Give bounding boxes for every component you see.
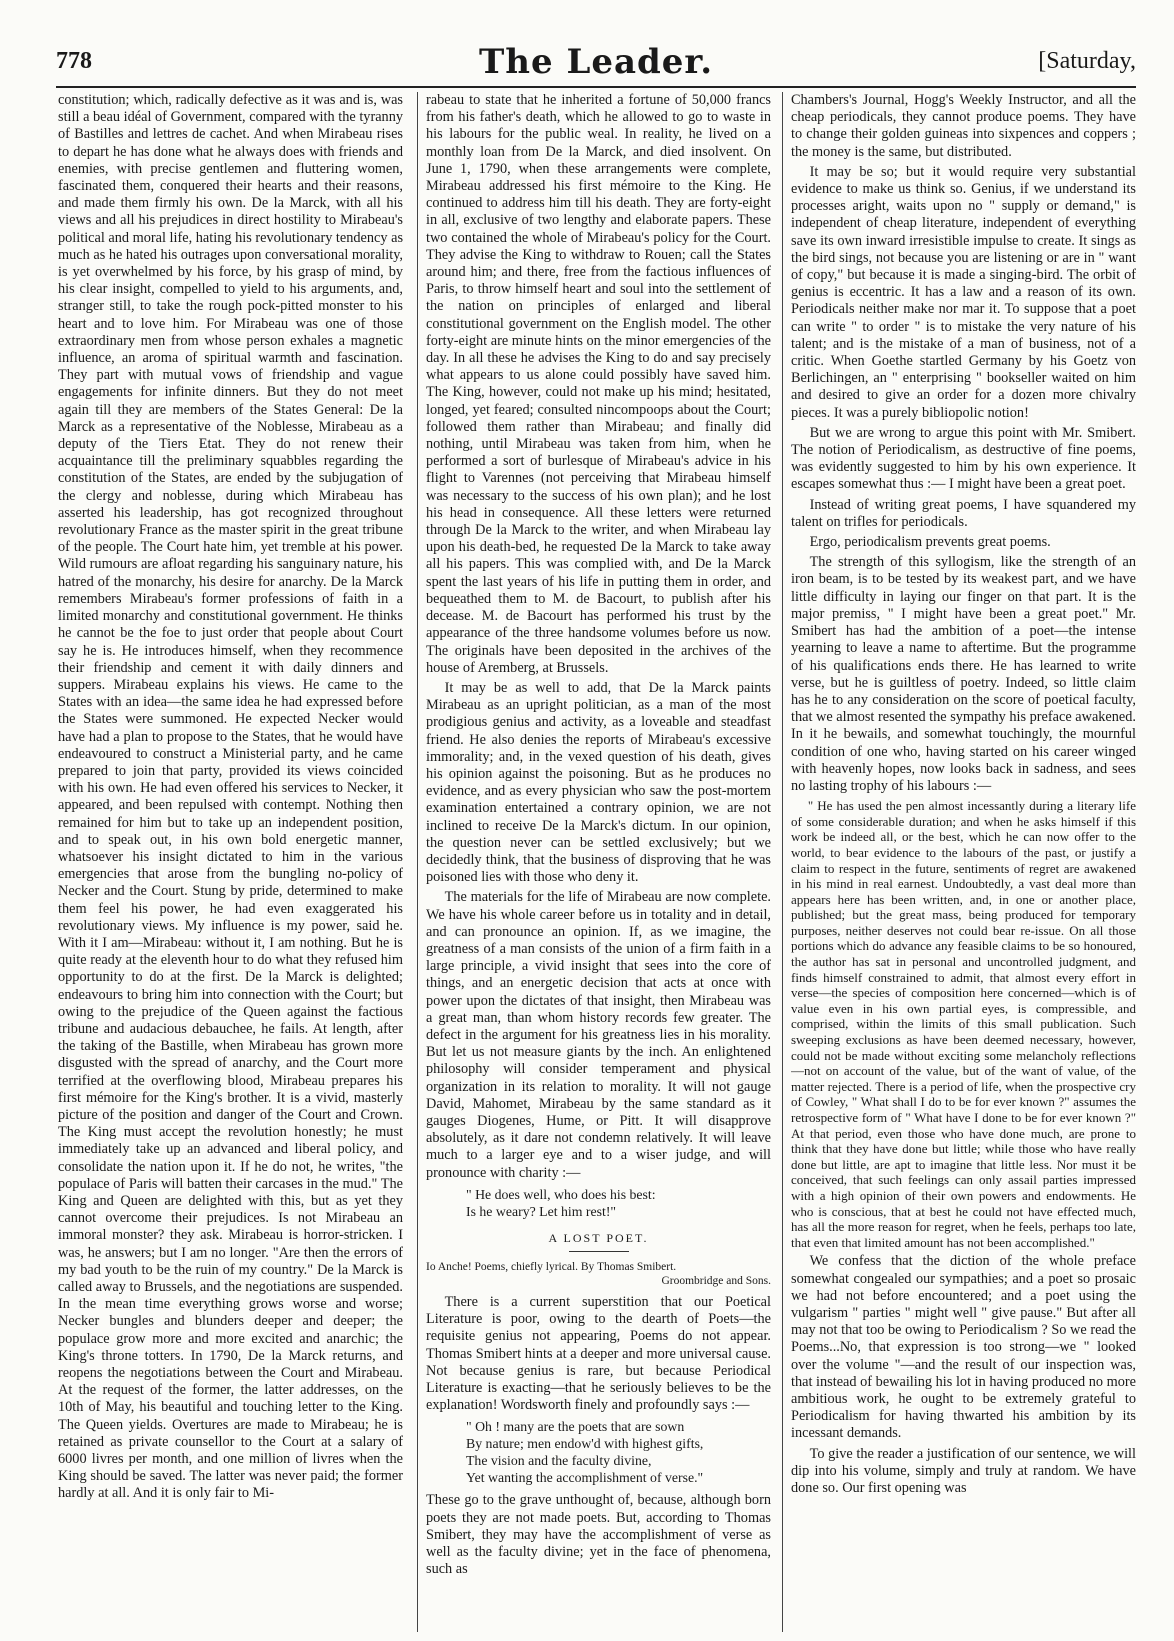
verse-line: Yet wanting the accomplishment of verse."	[466, 1470, 704, 1486]
col2-paragraph: It may be as well to add, that De la Marck paints Mirabeau as an upright politician, as a man of the most prodigious genius and activity, as a loveable and steadfast friend. He also denies the reports of Mirabeau's excessive immorality; and, in the vexed question of his death, gives his opinion against the poisoning. But as he produces no evidence, and as every physician who saw the post-mortem examination entertained a contrary opinion, we are not inclined to receive De la Marck's dictum. In our opinion, the question never can be settled exclusively; but we decidedly think, that the business of disproving that he was poisoned lies with those who deny it.	[426, 679, 771, 886]
column-2	[426, 92, 771, 1632]
book-citation	[426, 1260, 771, 1288]
issue-day: [Saturday,	[1038, 48, 1136, 74]
preface-quote: " He has used the pen almost incessantly during a literary life of some considerable duration; and when he asks himself if this work be indeed all, or the best, which he can now offer to the world, to bear evidence to the labours of the past, or justify a claim to respect in the future, sentiments of regret are awakened in his mind in real earnest. Undoubtedly, a vast deal more than appears here has been written, and, in one or another place, published; but the great mass, being produced for temporary purposes, neither deserves not could bear re-issue. On all those portions which do advance any feasible claims to be so honoured, the author has sat in personal and uncontrolled judgment, and finds himself constrained to admit, that almost every effort in verse—the species of composition here concerned—which is of value even in his own partial eyes, is compressible, and comprised, within the limits of this small publication. Such sweeping exclusions as have been deemed necessary, however, could not be made without exciting some melancholy reflections—not on account of the value, but of the want of value, of the matter rejected. There is a period of life, when the prospective cry of Cowley, " What shall I do to be for ever known ?" assumes the retrospective form of " What have I done to be for ever known ?" At that period, even those who have done much, are prone to think that they have done but little; while those who have really done but little, are apt to imagine that little less. Nor must it be conceived, that such feelings can only assail parties impressed with a high opinion of their own powers and endowments. He who is conscious, that at best he could not have effected much, has all the more reason for regret, when he feels, perhaps too late, that even that limited amount has not been accomplished."	[791, 798, 1136, 1250]
review-heading: A LOST POET.	[548, 1230, 649, 1245]
col3-paragraph: It may be so; but it would require very substantial evidence to make us think so. Genius, if we understand its processes aright, waits upon no " supply or demand," is independent of cheap literature, independent of everything save its own inward irresistible impulse to create. It sings as the bird sings, not because you are listening or are in " want of copy," but because it is made a singing-bird. The orbit of genius is eccentric. It has a law and a reason of its own. Periodicals neither make nor mar it. To suppose that a poet can write " to order " is to mistake the very nature of his talent; and is the mistake of a man of business, not of a critic. When Goethe startled Germany by his Goetz von Berlichingen, an " enterprising " bookseller waited on him and desired to give an order for a dozen more chivalry pieces. It was a purely bibliopolic notion!	[791, 163, 1136, 421]
col3-paragraph: Ergo, periodicalism prevents great poems.	[809, 534, 1051, 551]
column-divider-2	[782, 92, 783, 1632]
column-divider-1	[417, 92, 418, 1632]
verse-line: " Oh ! many are the poets that are sown	[466, 1419, 685, 1435]
review-paragraph: These go to the grave unthought of, because, although born poets they are not made poets. But, according to Thomas Smibert, they may have the accomplishment of verse as well as the faculty divine; yet in the face of phenomena, such as	[426, 1492, 771, 1578]
page-number: 778	[56, 48, 92, 74]
verse-line: " He does well, who does his best:	[466, 1186, 656, 1202]
verse-line: Is he weary? Let him rest!"	[466, 1203, 617, 1219]
col3-paragraph: Instead of writing great poems, I have squandered my talent on trifles for periodicals.	[791, 496, 1136, 530]
column-1	[58, 92, 403, 1632]
col2-paragraph: The materials for the life of Mirabeau are now complete. We have his whole career before us in totality and in detail, and can pronounce an opinion. If, as we imagine, the greatness of a man consists of the union of a firm faith in a large principle, a vivid insight that sees into the core of things, and an energetic decision that acts at once with power upon the dictates of that insight, then Mirabeau was a great man, than whom history records few greater. The defect in the argument for his greatness lies in his morality. But let us not measure giants by the inch. An enlightened philosophy will consider temperament and physical organization in its relation to morality. It will not gauge David, Mahomet, Mirabeau by the same standard as it gauges Diogenes, Hume, or Pitt. It will disapprove absolutely, as it dare not condemn relatively. It will leave much to a larger eye and to a wiser judge, and will pronounce with charity :—	[426, 889, 771, 1181]
col3-paragraph: We confess that the diction of the whole preface somewhat congealed our sympathies; and a poet so prosaic we had not before encountered; and a poet using the vulgarism " parties " might well " give pause." But after all may not that too be owing to Periodicalism ? So we read the Poems...No, that expression is too strong—we " looked over the volume "—and the result of our inspection was, that instead of bewailing his lot in having produced no more ambitious work, he ought to be extremely grateful to Periodicalism for having thwarted his ambition by its incessant demands.	[791, 1253, 1136, 1442]
citation-title: Io Anche! Poems, chiefly lyrical. By Thomas Smibert.	[426, 1261, 677, 1273]
wordsworth-quote	[466, 1418, 771, 1486]
masthead-title: The Leader.	[478, 42, 714, 82]
col3-paragraph: Chambers's Journal, Hogg's Weekly Instructor, and all the cheap periodicals, they cannot produce poems. They have to change their golden guineas into sixpences and coppers ; the money is the same, but distributed.	[791, 92, 1136, 160]
col2-paragraph: rabeau to state that he inherited a fortune of 50,000 francs from his father's death, which he allowed to go to waste in his labours for the public weal. In reality, he lived on a monthly loan from De la Marck, and died insolvent. On June 1, 1790, when these arrangements were complete, Mirabeau addressed his first mémoire to the King. He continued to address him till his death. They are forty-eight in all, exclusive of two lengthy and elaborate papers. These two contained the whole of Mirabeau's policy for the Court. They advise the King to withdraw to Rouen; call the States around him; and there, free from the factious influences of Paris, to throw himself heart and soul into the settlement of the nation on principles of enlarged and liberal constitutional government on the English model. The other forty-eight are minute hints on the minor emergencies of the day. In all these he advises the King to do and say precisely what appears to us alone could possibly have saved him. The King, however, could not make up his mind; hesitated, longed, yet feared; consulted nincompoops about the Court; followed them rather than Mirabeau; and finally did nothing, until Mirabeau was taken from him, when he performed a sort of burlesque of Mirabeau's advice in his flight to Varennes (not perceiving that Mirabeau himself was necessary to the success of his own plan); and he lost his head in consequence. All these letters were returned through De la Marck to the writer, and when Mirabeau lay upon his death-bed, he requested De la Marck to take away all his papers. This was complied with, and De la Marck spent the last years of his life in putting them in order, and bequeathed them to M. de Bacourt, to publish after his decease. M. de Bacourt has performed his trust by the appearance of the three handsome volumes before us now. The originals have been deposited in the archives of the house of Aremberg, at Brussels.	[426, 92, 771, 676]
col3-paragraph: But we are wrong to argue this point with Mr. Smibert. The notion of Periodicalism, as destructive of fine poems, was evidently suggested to him by his own experience. It escapes somewhat thus :— I might have been a great poet.	[791, 424, 1136, 493]
verse-line: The vision and the faculty divine,	[466, 1453, 652, 1469]
review-rule	[569, 1251, 629, 1252]
col3-paragraph: To give the reader a justification of our sentence, we will dip into his volume, simply and truly at random. We have done so. Our first opening was	[791, 1445, 1136, 1496]
verse-quote	[466, 1186, 771, 1220]
header-rule	[56, 86, 1136, 88]
col1-paragraph: constitution; which, radically defective as it was and is, was still a beau idéal of Government, compared with the tyranny of Bastilles and lettres de cachet. And when Mirabeau rises to depart he has done what he always does with friends and enemies, with precise gentlemen and fluttering women, fascinated them, conquered their hearts and their reasons, and made them firmly his own. De la Marck, with all his views and all his prejudices in direct hostility to Mirabeau's political and moral life, hating his revolutionary tendency as much as he hated his outrages upon conversational morality, is yet overwhelmed by his force, by his grasp of mind, by his clear insight, compelled to yield to his arguments, and, stranger still, to take the rough pock-pitted monster to his heart and to love him. For Mirabeau was one of those extraordinary men from whose person exhales a magnetic influence, an aroma of spiritual warmth and fascination. They part with mutual vows of friendship and vague engagements for infinite dinners. But they do not meet again till they are members of the States General: De la Marck as a representative of the Noblesse, Mirabeau as a deputy of the Tiers Etat. They do not renew their acquaintance till the preliminary squabbles regarding the constitution of the States, are ended by the subjugation of the clergy and noblesse, during which Mirabeau has asserted his leadership, has got recognized throughout revolutionary France as the master spirit in the great tribune of the people. The Court hate him, yet tremble at his power. Wild rumours are afloat regarding his sanguinary nature, his hatred of the monarchy, his desire for anarchy. De la Marck remembers Mirabeau's former professions of faith in a limited monarchy and constitutional government. He thinks he cannot be the foe to just order that people about Court say he is. He introduces himself, when they recommence their friendship and cement it with daily dinners and suppers. Mirabeau explains his views. He came to the States with an idea—the same idea he had expressed before the States were summoned. He expected Necker would have had a plan to propose to the States, that he would have endeavoured to construct a Ministerial party, and he came prepared to join that party, provided its views coincided with his own. He had even offered his services to Necker, it appeared, and been repulsed with contempt. Nothing then remained for him but to take up an independent position, and to speak out, in his own bold energetic manner, whatsoever his insight dictated to him in the various emergencies that arose from the bungling no-policy of Necker and the Court. Stung by pride, determined to make them feel his power, he had even exaggerated his revolutionary views. My influence is my power, said he. With it I am—Mirabeau: without it, I am nothing. But he is quite ready at the eleventh hour to do what they refused him opportunity to do at the first. De la Marck is delighted; endeavours to bring him into connection with the Court; but owing to the prejudice of the Queen against the factious tribune and audacious debauchee, he fails. At length, after the taking of the Bastille, when Mirabeau has grown more disgusted with the spread of anarchy, and the Court more terrified at the overflowing blood, Mirabeau prepares his first mémoire for the King's brother. It is a vivid, masterly picture of the position and danger of the Court and Crown. The King must accept the revolution honestly; he must immediately take up an advanced and liberal policy, and consolidate the nation upon it. If he do not, he writes, "the populace of Paris will batten their carcases in the mud." The King and Queen are delighted with this, but as yet they cannot overcome their prejudices. Is not Mirabeau an immoral monster? they ask. Mirabeau is horror-stricken. I was, he answers; but I am no longer. "Are then the errors of my bad youth to be the ruin of my country." De la Marck is called away to Brussels, and the negotiations are suspended. In the mean time everything grows worse and worse; Necker bungles and blunders deeper and deeper; the populace grow more and more excited and anarchic; the King's throne totters. In 1790, De la Marck returns, and reopens the negotiations between the Court and Mirabeau. At the request of the former, the latter addresses, on the 10th of May, his beautiful and touching letter to the King. The Queen yields. Overtures are made to Mirabeau; he is retained as private counsellor to the Court at a salary of 6000 livres per month, and one million of livres when the King should be saved. The latter was never paid; the former hardly at all. And it is only fair to Mi-	[58, 92, 403, 1502]
column-3	[791, 92, 1136, 1632]
review-paragraph: There is a current superstition that our Poetical Literature is poor, owing to the dearth of Poets—the requisite genius not appearing, Poems do not appear. Thomas Smibert hints at a deeper and more universal cause. Not because genius is rare, but because Periodical Literature is exacting—that he seriously believes to be the explanation! Wordsworth finely and profoundly says :—	[426, 1294, 771, 1414]
citation-publisher: Groombridge and Sons.	[661, 1275, 771, 1287]
page-header	[56, 42, 1136, 82]
col3-paragraph: The strength of this syllogism, like the strength of an iron beam, is to be tested by its weakest part, and we have little difficulty in laying our finger on that part. It is the major premiss, " I might have been a great poet." Mr. Smibert has had the ambition of a poet—the intense yearning to leave a name to aftertime. But the programme of his qualifications ends there. He has learned to write verse, but he is guiltless of poetry. Indeed, so little claim has he to any consideration on the score of poetical faculty, that we almost resented the sympathy his preface awakened. In it he bewails, and somewhat touchingly, the mournful condition of one who, having started on his career winged with heavenly hopes, now looks back in sadness, and sees no lasting trophy of his labours :—	[791, 554, 1136, 794]
verse-line: By nature; men endow'd with highest gifts,	[466, 1436, 704, 1452]
